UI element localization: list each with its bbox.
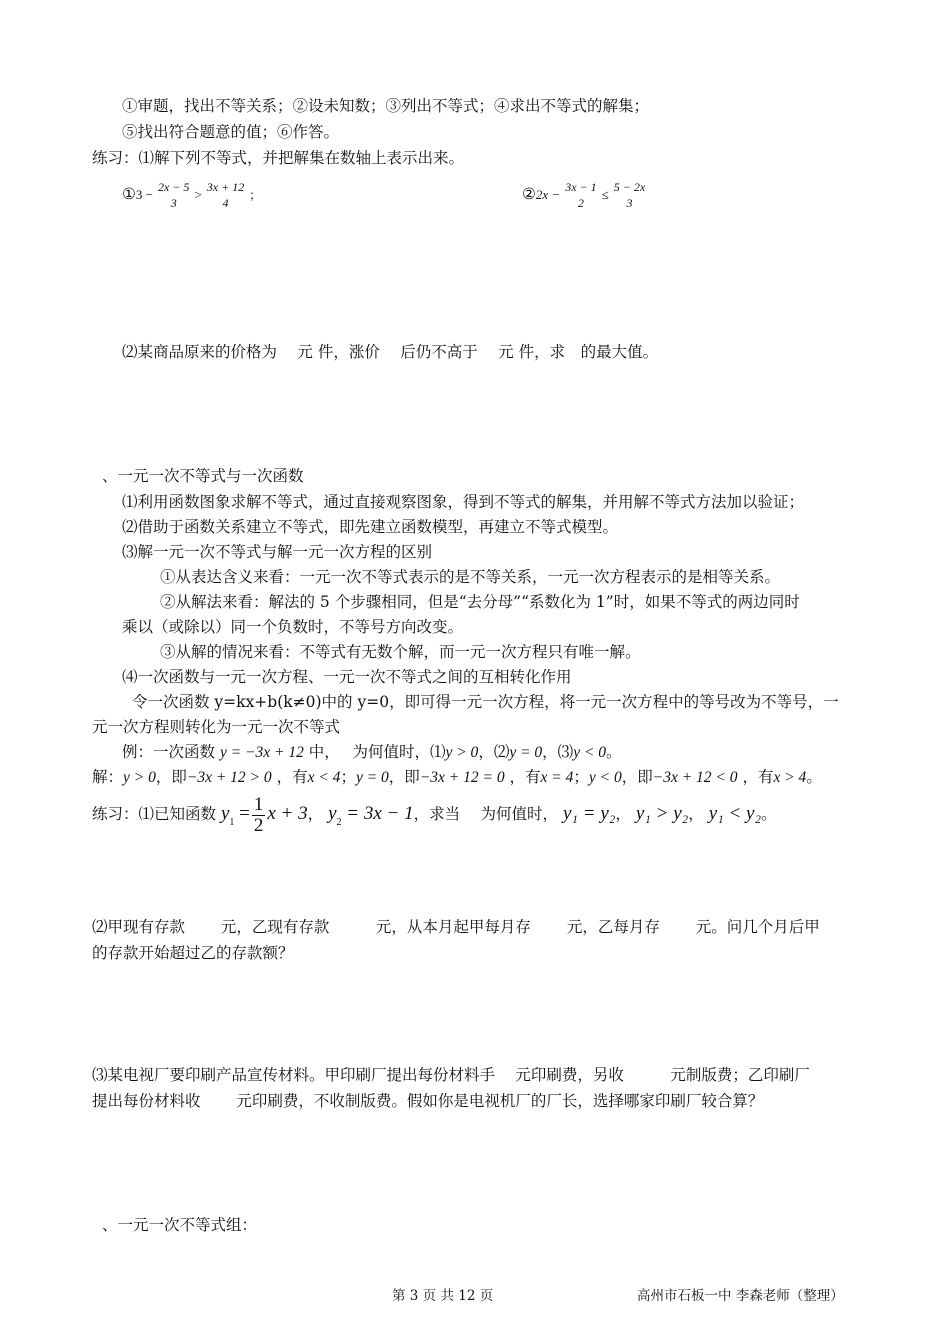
example-function: y = −3x + 12 xyxy=(219,744,304,761)
inequality-1-lead: 3 − xyxy=(135,187,153,202)
inequality-2-operator: ≤ xyxy=(601,187,609,202)
separator: ， xyxy=(688,805,704,823)
fraction-denominator: 2 xyxy=(253,814,264,836)
solution-text: ，即 xyxy=(155,768,187,786)
section-heading: 、一元一次不等式与一次函数 xyxy=(102,467,304,485)
inequality-2-number: ② xyxy=(522,185,536,203)
exercise-2-question-2-line-2: 的存款开始超过乙的存款额？ xyxy=(92,944,294,962)
fraction-denominator: 2 xyxy=(577,196,584,210)
function-y2-rest: = 3x − 1 xyxy=(346,803,414,824)
solution-result-3: x > 4 xyxy=(773,769,807,786)
relation-greater: y₁ > y₂ xyxy=(635,803,689,824)
variable-y: y xyxy=(328,803,337,824)
example-end: 。 xyxy=(606,743,622,761)
solution-text: ，即 xyxy=(621,768,653,786)
exercise-2-question-3-line-2: 提出每份材料收 元印刷费，不收制版费。假如你是电视机厂的厂长，选择哪家印刷厂较合算？ xyxy=(92,1092,764,1110)
inequality-1-number: ① xyxy=(122,185,136,203)
section-item-2: ⑵借助于函数关系建立不等式，即先建立函数模型，再建立不等式模型。 xyxy=(122,518,619,536)
function-y2 xyxy=(328,803,414,828)
footer-author: 高州市石板一中 李森老师（整理） xyxy=(637,1288,844,1304)
example-case-2: y = 0 xyxy=(509,744,543,761)
section-item-3a: ①从表达含义来看：一元一次不等式表示的是不等关系，一元一次方程表示的是相等关系。 xyxy=(160,568,781,586)
fraction-numerator: 5 − 2x xyxy=(613,180,646,194)
separator: ， xyxy=(307,805,324,823)
fraction-numerator: 1 xyxy=(253,793,264,815)
example-case-3: y < 0 xyxy=(573,744,607,761)
solution-cond-3: y < 0 xyxy=(588,769,622,786)
separator: ， xyxy=(615,805,631,823)
variable-y: y xyxy=(220,803,230,824)
solution-text: ； xyxy=(340,768,356,786)
fraction-numerator: 2x − 5 xyxy=(158,180,190,194)
solution-text: 。 xyxy=(806,768,822,786)
solution-line xyxy=(92,767,822,788)
equals-sign: = xyxy=(239,803,250,824)
steps-line-2: ⑤找出符合题意的值；⑥作答。 xyxy=(122,123,340,141)
fraction-denominator: 4 xyxy=(222,196,229,210)
example-mid: 中， 为何值时，⑴ xyxy=(308,743,446,761)
solution-result-1: x < 4 xyxy=(307,769,341,786)
fraction-numerator: 3x + 12 xyxy=(206,180,245,194)
example-case-1: y > 0 xyxy=(445,744,479,761)
solution-result-2: x = 4 xyxy=(540,769,574,786)
separator: 。 xyxy=(761,805,777,823)
section-item-1: ⑴利用函数图象求解不等式，通过直接观察图象，得到不等式的解集，并用解不等式方法加以验证； xyxy=(122,493,805,511)
inequality-1-operator: > xyxy=(194,187,202,202)
example-lead: 例：一次函数 xyxy=(122,743,216,761)
solution-text: ，有 xyxy=(509,768,541,786)
solution-lead: 解： xyxy=(92,768,124,786)
function-y1 xyxy=(220,803,250,828)
exercise-2-lead: 练习：⑴已知函数 xyxy=(92,805,217,823)
solution-eq-1: −3x + 12 > 0 xyxy=(186,769,272,786)
relation-equal: y₁ = y₂ xyxy=(562,803,616,824)
inequality-2-fraction-a xyxy=(563,179,598,211)
section-item-4-para-1: 令一次函数 y=kx+b(k≠0)中的 y=0，即可得一元一次方程，将一元一次方程中的等号改为不等号，一 xyxy=(132,693,839,711)
solution-text: ，即 xyxy=(388,768,420,786)
inequality-2 xyxy=(522,174,650,214)
exercise-1-title: 练习：⑴解下列不等式，并把解集在数轴上表示出来。 xyxy=(92,149,465,167)
inequality-2-lead: 2x − xyxy=(535,187,561,202)
example-sep-1: ，⑵ xyxy=(478,743,510,761)
function-y1-rest: x + 3 xyxy=(267,803,308,824)
solution-text: ，有 xyxy=(742,768,774,786)
solution-eq-3: −3x + 12 < 0 xyxy=(652,769,738,786)
inequality-1-fraction-a xyxy=(156,179,191,211)
solution-cond-2: y = 0 xyxy=(355,769,389,786)
section-item-3b-cont: 乘以（或除以）同一个负数时，不等号方向改变。 xyxy=(122,618,464,636)
solution-text: ； xyxy=(573,768,589,786)
fraction-one-half xyxy=(252,795,266,836)
fraction-numerator: 3x − 1 xyxy=(565,180,597,194)
section-item-3b: ②从解法来看：解法的 5 个步骤相同，但是“去分母”“系数化为 1”时，如果不等式的两边同时 xyxy=(160,593,800,611)
subscript: 1 xyxy=(229,817,235,828)
example-line xyxy=(122,742,622,763)
section-item-3c: ③从解的情况来看：不等式有无数个解，而一元一次方程只有唯一解。 xyxy=(160,643,641,661)
exercise-2-line xyxy=(92,794,777,834)
exercise-2-question-2-line-1: ⑵甲现有存款 元，乙现有存款 元，从本月起甲每月存 元，乙每月存 元。问几个月后甲 xyxy=(92,918,820,936)
inequality-1 xyxy=(122,174,261,214)
steps-line-1: ①审题，找出不等关系；②设未知数；③列出不等式；④求出不等式的解集； xyxy=(122,97,650,115)
exercise-1-question-2: ⑵某商品原来的价格为 元 件，涨价 后仍不高于 元 件，求 的最大值。 xyxy=(122,343,659,361)
section-item-4-para-2: 元一次方程则转化为一元一次不等式 xyxy=(92,718,341,736)
inequality-1-fraction-b xyxy=(205,179,246,211)
inequality-2-fraction-b xyxy=(612,179,647,211)
fraction-denominator: 3 xyxy=(626,196,633,210)
solution-eq-2: −3x + 12 = 0 xyxy=(419,769,505,786)
relation-less: y₁ < y₂ xyxy=(708,803,762,824)
section-item-4: ⑷一次函数与一元一次方程、一元一次不等式之间的互相转化作用 xyxy=(122,668,572,686)
example-sep-2: ，⑶ xyxy=(542,743,574,761)
inequality-1-tail: ； xyxy=(249,188,262,202)
exercise-2-question-3-line-1: ⑶某电视厂要印刷产品宣传材料。甲印刷厂提出每份材料手 元印刷费，另收 元制版费；乙印刷厂 xyxy=(92,1066,810,1084)
page-number: 第 3 页 共 12 页 xyxy=(392,1288,494,1304)
section-item-3: ⑶解一元一次不等式与解一元一次方程的区别 xyxy=(122,543,433,561)
subscript: 2 xyxy=(336,817,342,828)
solution-cond-1: y > 0 xyxy=(123,769,156,786)
section-2-heading: 、一元一次不等式组： xyxy=(102,1216,258,1234)
exercise-2-mid: ，求当 为何值时， xyxy=(413,805,559,823)
fraction-denominator: 3 xyxy=(170,196,177,210)
solution-text: ，有 xyxy=(276,768,308,786)
